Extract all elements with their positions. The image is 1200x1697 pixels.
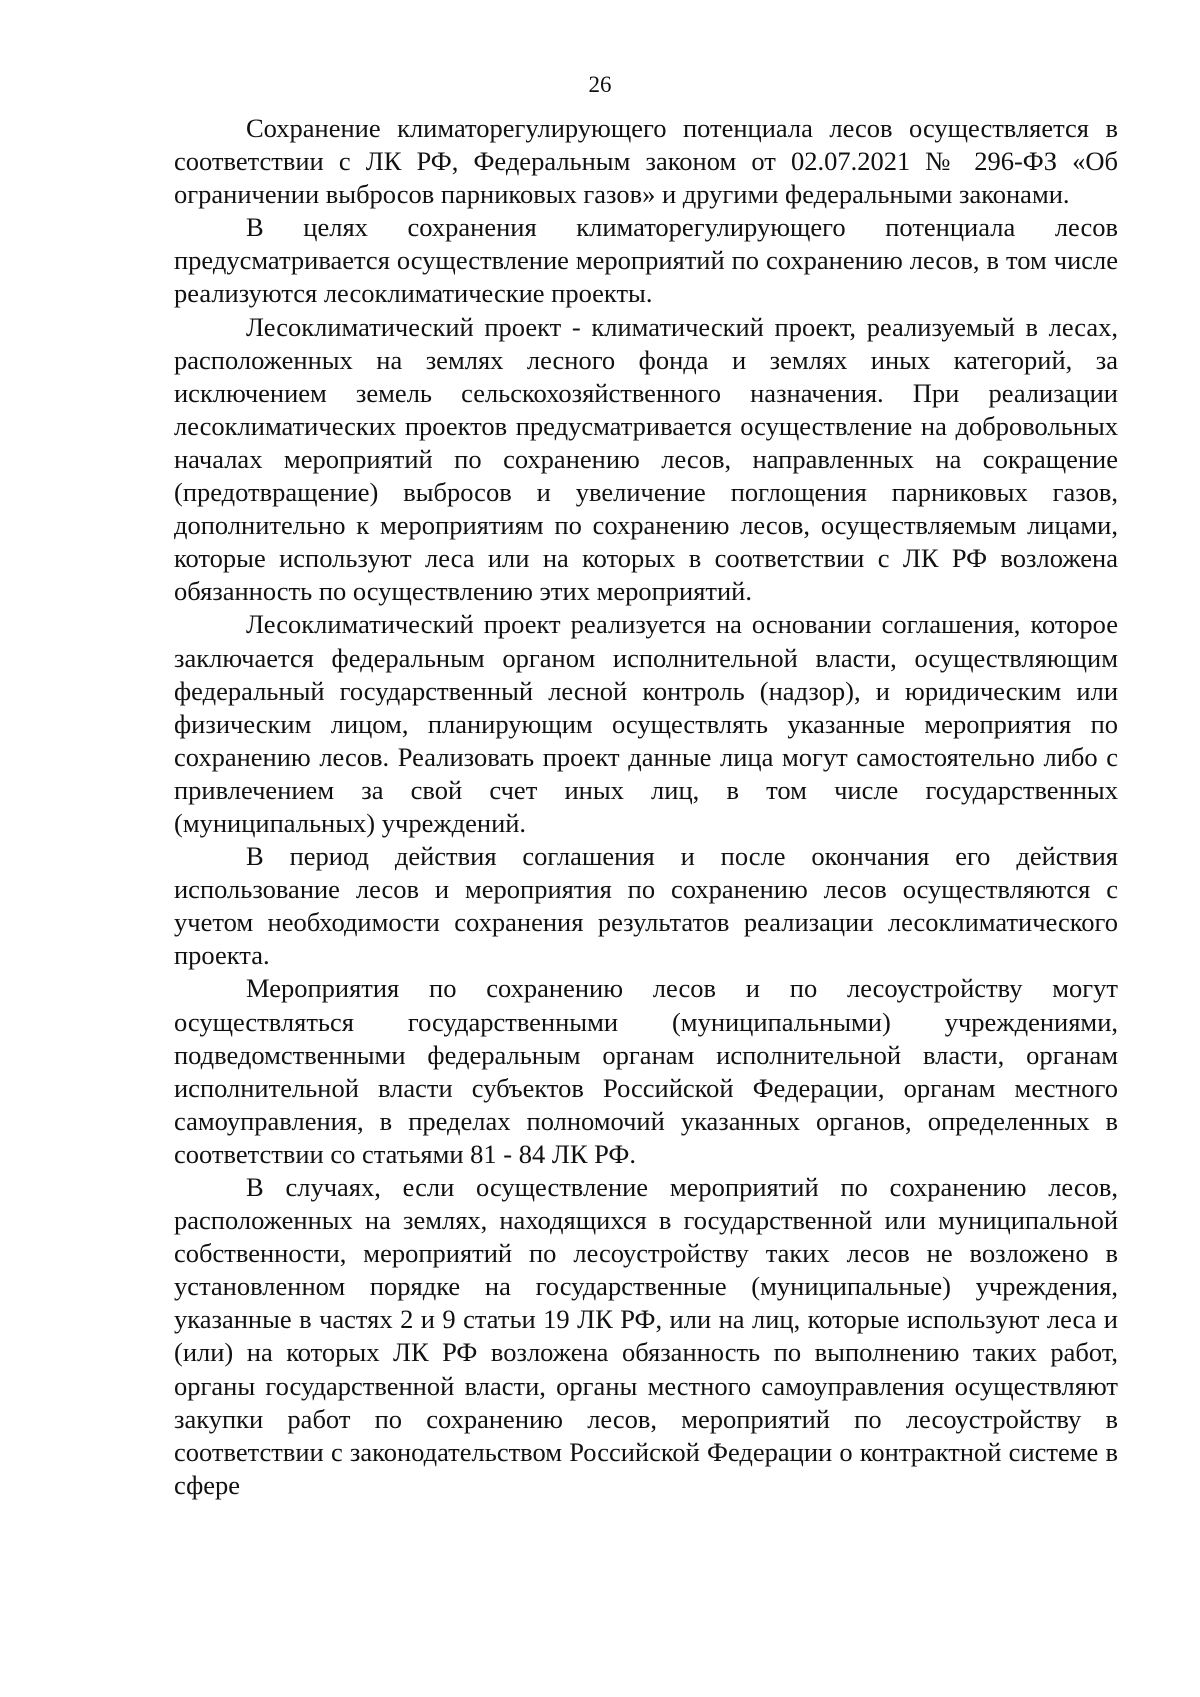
paragraph: В период действия соглашения и после окончания его действия использование лесов и мероприятия по сохранению лесов осуществляются с учетом необходимости сохранения результатов реализации лесоклиматического проекта. (174, 841, 1118, 971)
paragraph: В целях сохранения климаторегулирующего потенциала лесов предусматривается осуществление мероприятий по сохранению лесов, в том числе реализуются лесоклиматические проекты. (174, 212, 1118, 309)
paragraph: Сохранение климаторегулирующего потенциала лесов осуществляется в соответствии с ЛК РФ, Федеральным законом от 02.07.2021 № 296-ФЗ «Об ограничении выбросов парниковых газов» и другими федеральными законами. (174, 113, 1118, 210)
document-body (174, 112, 1118, 1502)
paragraph: Мероприятия по сохранению лесов и по лесоустройству могут осуществляться государственными (муниципальными) учреждениями, подведомственными федеральным органам исполнительной власти, органам исполнительной власти субъектов Российской Федерации, органам местного самоуправления, в пределах полномочий указанных органов, определенных в соответствии со статьями 81 - 84 ЛК РФ. (174, 973, 1118, 1169)
paragraph: В случаях, если осуществление мероприятий по сохранению лесов, расположенных на землях, находящихся в государственной или муниципальной собственности, мероприятий по лесоустройству таких лесов не возложено в установленном порядке на государственные (муниципальные) учреждения, указанные в частях 2 и 9 статьи 19 ЛК РФ, или на лиц, которые используют леса и (или) на которых ЛК РФ возложена обязанность по выполнению таких работ, органы государственной власти, органы местного самоуправления осуществляют закупки работ по сохранению лесов, мероприятий по лесоустройству в соответствии с законодательством Российской Федерации о контрактной системе в сфере (174, 1172, 1118, 1500)
paragraph: Лесоклиматический проект - климатический проект, реализуемый в лесах, расположенных на землях лесного фонда и землях иных категорий, за исключением земель сельскохозяйственного назначения. При реализации лесоклиматических проектов предусматривается осуществление на добровольных началах мероприятий по сохранению лесов, направленных на сокращение (предотвращение) выбросов и увеличение поглощения парниковых газов, дополнительно к мероприятиям по сохранению лесов, осуществляемым лицами, которые используют леса или на которых в соответствии с ЛК РФ возложена обязанность по осуществлению этих мероприятий. (174, 311, 1118, 607)
page-number: 26 (588, 72, 612, 97)
paragraph: Лесоклиматический проект реализуется на основании соглашения, которое заключается федеральным органом исполнительной власти, осуществляющим федеральный государственный лесной контроль (надзор), и юридическим или физическим лицом, планирующим осуществлять указанные мероприятия по сохранению лесов. Реализовать проект данные лица могут самостоятельно либо с привлечением за свой счет иных лиц, в том числе государственных (муниципальных) учреждений. (174, 609, 1118, 838)
